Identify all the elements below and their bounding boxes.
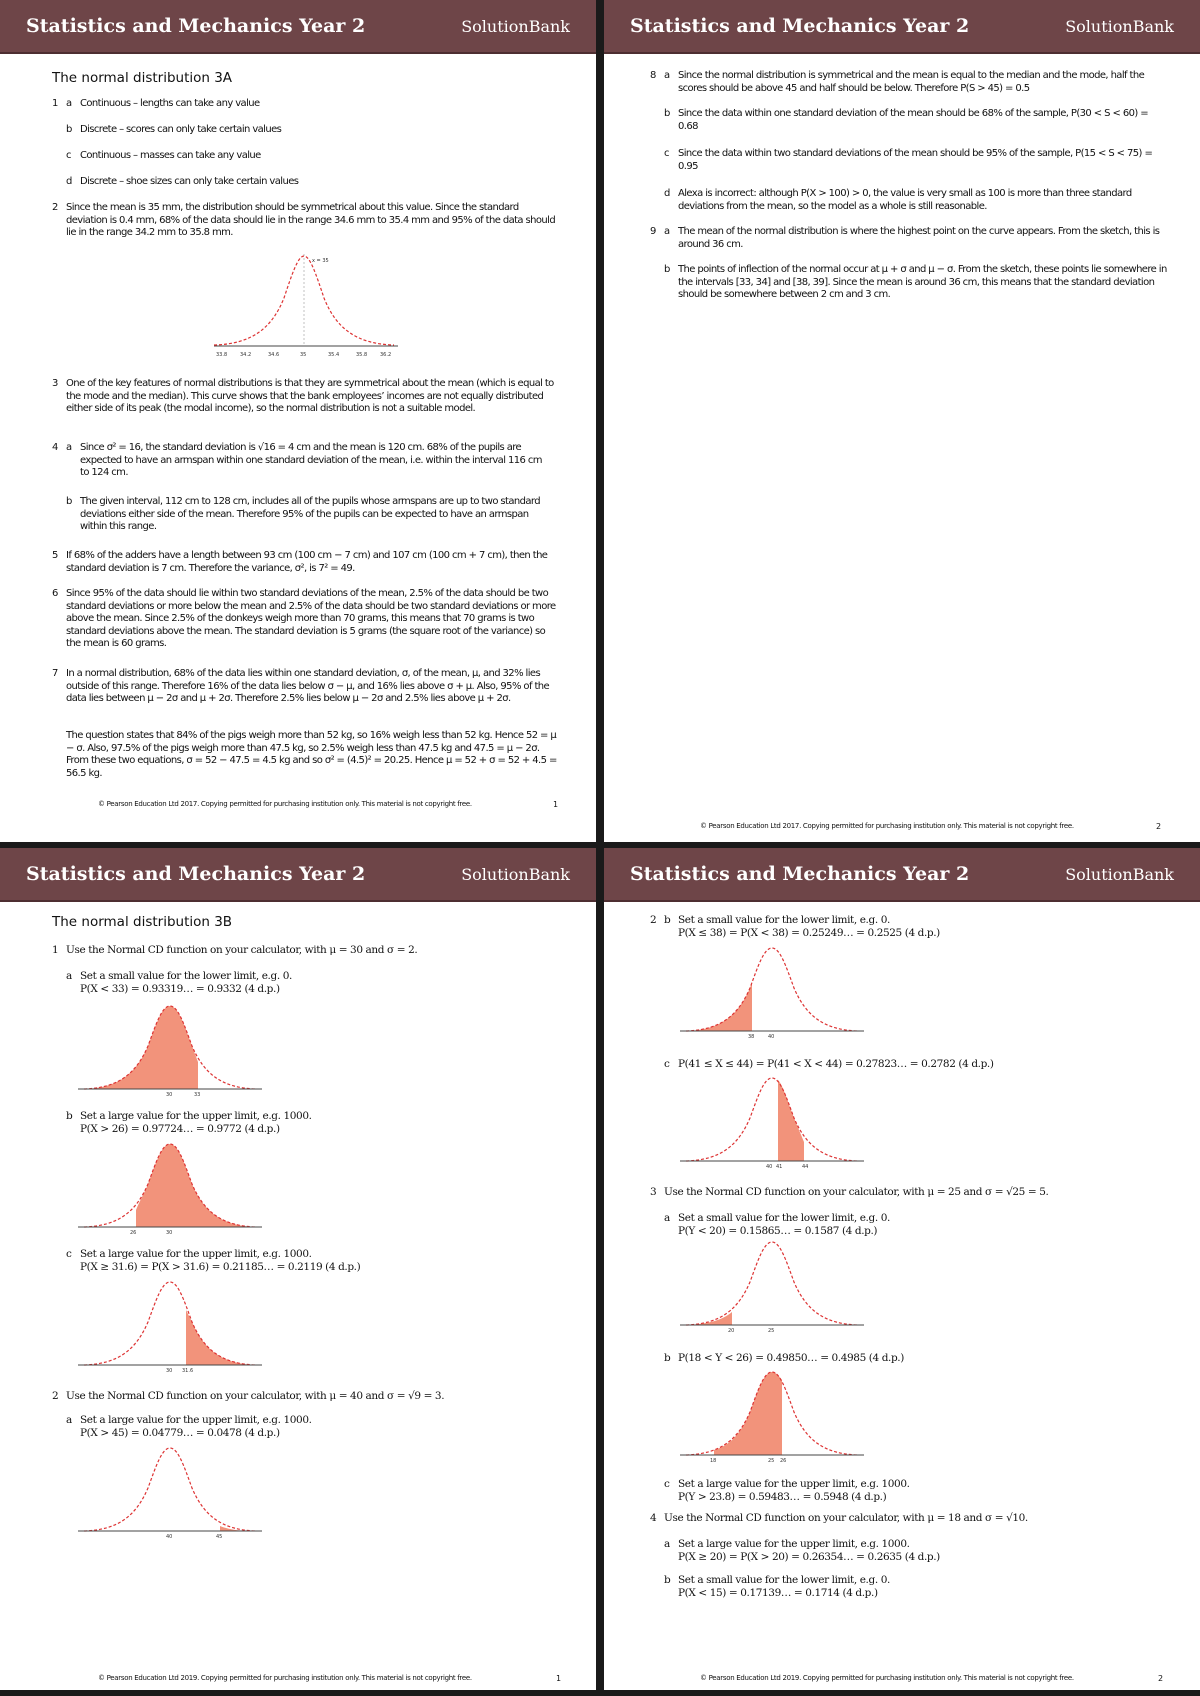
page-title: The normal distribution 3B [52, 914, 233, 930]
tick-label: 35 [300, 352, 307, 358]
tick-label: 33 [194, 1092, 201, 1098]
header-title: Statistics and Mechanics Year 2 [630, 15, 970, 37]
tick-label: 25 [768, 1328, 775, 1334]
tick-label: 26 [780, 1458, 787, 1464]
tick-label: 25 [768, 1458, 775, 1464]
page-header [604, 848, 1200, 902]
page-header [0, 848, 596, 902]
page-3a-2: Statistics and Mechanics Year 2 SolutionBank 8 a Since the normal distribution is symmetrical and the mean is equal to the median and the mode, half the scores should be above 45 and half should be below. Therefore P(S > 45) = 0.5 b Since the data within one standard deviation of the mean should be 68% of the sample, P(30 < S < 60) = 0.68 c Since the data within two standard deviations of the mean should be 95% of the sample, P(15 < S < 75) = 0.95 d Alexa is incorrect: although P(X > 100) > 0, the value is very small as 100 is more than three standard deviations from the mean, so the model as a whole is still reasonable. 9 a The mean of the normal distribution is where the highest point on the curve appears. From the sketch, this is around 36 cm. b The points of inflection of the normal occur at μ + σ and μ − σ. From the sketch, these points lie somewhere in the intervals [33, 34] and [38, 39]. Since the mean is around 36 cm, this means that the standard deviation should be somewhere between 2 cm and 3 cm. © Pearson Education Ltd 2017. Copying permitted for purchasing institution only. This material is not copyright free. 2 [604, 0, 1200, 842]
footer-copyright: © Pearson Education Ltd 2019. Copying permitted for purchasing institution only. This material is not copyright free. [700, 1674, 1074, 1682]
tick-label: 34.2 [240, 352, 252, 358]
normal-curve [84, 1282, 256, 1365]
page-3b-2: Statistics and Mechanics Year 2 SolutionBank 2 b Set a small value for the lower limit, e.g. 0. P(X ≤ 38) = P(X < 38) = 0.25249… = 0.2525 (4 d.p.) 38 40 c P(41 ≤ X ≤ 44) = P(41 < X < 44) = 0.27823… = 0.2782 (4 d.p.) 40 41 44 3 Use the Normal CD function on your calculator, with μ = 25 and σ = √25 = 5. a Set a small value for the lower limit, e.g. 0. P(Y < 20) = 0.15865… = 0.1587 (4 d.p.) 20 25 b P(18 < Y < 26) = 0.49850… = 0.4985 (4 d.p.) 18 25 26 c Set a large value for the upper limit, e.g. 1000. P(Y > 23.8) = 0.59483… = 0.5948 (4 d.p.) 4 Use the Normal CD function on your calculator, with μ = 18 and σ = √10. a Set a large value for the upper limit, e.g. 1000. P(X ≥ 20) = P(X > 20) = 0.26354… = 0.2635 (4 d.p.) b Set a small value for the lower limit, e.g. 0. P(X < 15) = 0.17139… = 0.1714 (4 d.p.) © Pearson Education Ltd 2019. Copying permitted for purchasing institution only. This material is not copyright free. 2 [604, 848, 1200, 1690]
tick-label: 40 [766, 1164, 773, 1170]
normal-curve [686, 1078, 858, 1161]
page-number: 1 [553, 800, 559, 809]
tick-label: 31.6 [182, 1368, 194, 1374]
tick-label: 34.6 [268, 352, 280, 358]
page-3a-1: Statistics and Mechanics Year 2 SolutionBank The normal distribution 3A 1 a Continuous – lengths can take any value b Discrete – scores can only take certain values c Continuous – masses can take any value d Discrete – shoe sizes can only take certain values 2 Since the mean is 35 mm, the distribution should be symmetrical about this value. Since the standard deviation is 0.4 mm, 68% of the data should lie in the range 34.6 mm to 35.4 mm and 95% of the data should lie in the range 34.2 mm to 35.8 mm. x = 35 33.8 34.2 34.6 35 35.4 35.8 36.2 3 One of the key features of normal distributions is that they are symmetrical about the mean (which is equal to the mode and the median). This curve shows that the bank employees’ incomes are not equally distributed either side of its peak (the modal income), so the normal distribution is not a suitable model. 4 a Since σ² = 16, the standard deviation is √16 = 4 cm and the mean is 120 cm. 68% of the pupils are expected to have an armspan within one standard deviation of the mean, i.e. within the interval 116 cm to 124 cm. b The given interval, 112 cm to 128 cm, includes all of the pupils whose armspans are up to two standard deviations either side of the mean. Therefore 95% of the pupils can be expected to have an armspan within this range. 5 If 68% of the adders have a length between 93 cm (100 cm − 7 cm) and 107 cm (100 cm + 7 cm), then the standard deviation is 7 cm. Therefore the variance, σ², is 7² = 49. 6 Since 95% of the data should lie within two standard deviations of the mean, 2.5% of the data should be two standard deviations or more below the mean and 2.5% of the data should be two standard deviations or more above the mean. Since 2.5% of the donkeys weigh more than 70 grams, this means that 70 grams is two standard deviations above the mean. The standard deviation is 5 grams (the square root of the variance) so the mean is 60 grams. 7 In a normal distribution, 68% of the data lies within one standard deviation, σ, of the mean, μ, and 32% lies outside of this range. Therefore 16% of the data lies below σ − μ, and 16% lies above σ + μ. Also, 95% of the data lies between μ − 2σ and μ + 2σ. Therefore 2.5% lies below μ − 2σ and 2.5% lies above μ + 2σ. The question states that 84% of the pigs weigh more than 52 kg, so 16% weigh less than 52 kg. Hence 52 = μ − σ. Also, 97.5% of the pigs weigh more than 47.5 kg, so 2.5% weigh less than 47.5 kg and 47.5 = μ − 2σ. From these two equations, σ = 52 − 47.5 = 4.5 kg and so σ² = (4.5)² = 20.25. Hence μ = 52 + σ = 52 + 4.5 = 56.5 kg. © Pearson Education Ltd 2017. Copying permitted for purchasing institution only. This material is not copyright free. 1 [0, 0, 596, 842]
graph-1c [78, 1276, 262, 1376]
tick-label: 45 [216, 1534, 223, 1540]
graph-2b [680, 942, 864, 1042]
footer-copyright: © Pearson Education Ltd 2017. Copying permitted for purchasing institution only. This material is not copyright free. [98, 800, 472, 808]
tick-label: 26 [130, 1230, 137, 1236]
footer-copyright: © Pearson Education Ltd 2019. Copying permitted for purchasing institution only. This material is not copyright free. [98, 1674, 472, 1682]
tick-label: 30 [166, 1230, 173, 1236]
shaded-region [686, 982, 752, 1031]
header-brand: SolutionBank [461, 17, 570, 36]
header-title: Statistics and Mechanics Year 2 [26, 863, 366, 885]
tick-label: 44 [802, 1164, 809, 1170]
mean-label: x = 35 [312, 258, 329, 264]
header-brand: SolutionBank [1065, 865, 1174, 884]
tick-label: 35.8 [356, 352, 368, 358]
tick-label: 38 [748, 1034, 755, 1040]
header-title: Statistics and Mechanics Year 2 [630, 863, 970, 885]
tick-label: 40 [768, 1034, 775, 1040]
graph-1a [78, 1000, 262, 1100]
footer-copyright: © Pearson Education Ltd 2017. Copying permitted for purchasing institution only. This material is not copyright free. [700, 822, 1074, 830]
graph-2a [78, 1442, 262, 1542]
normal-curve [84, 1448, 256, 1531]
tick-label: 35.4 [328, 352, 340, 358]
tick-label: 36.2 [380, 352, 392, 358]
header-brand: SolutionBank [461, 865, 570, 884]
page-header [604, 0, 1200, 54]
normal-curve [686, 1242, 858, 1325]
tick-label: 18 [710, 1458, 717, 1464]
shaded-region [714, 1372, 782, 1455]
page-title: The normal distribution 3A [52, 70, 233, 86]
tick-label: 41 [776, 1164, 783, 1170]
tick-label: 33.8 [216, 352, 228, 358]
tick-label: 30 [166, 1092, 173, 1098]
graph-3a [680, 1236, 864, 1336]
header-brand: SolutionBank [1065, 17, 1174, 36]
page-number: 2 [1156, 822, 1162, 831]
page-number: 2 [1158, 1674, 1164, 1683]
graph-1b [78, 1138, 262, 1238]
tick-label: 40 [166, 1534, 173, 1540]
shaded-region [136, 1144, 256, 1227]
page-3b-1: Statistics and Mechanics Year 2 SolutionBank The normal distribution 3B 1 Use the Normal CD function on your calculator, with μ = 30 and σ = 2. a Set a small value for the lower limit, e.g. 0. P(X < 33) = 0.93319… = 0.9332 (4 d.p.) 30 33 b Set a large value for the upper limit, e.g. 1000. P(X > 26) = 0.97724… = 0.9772 (4 d.p.) 26 30 c Set a large value for the upper limit, e.g. 1000. P(X ≥ 31.6) = P(X > 31.6) = 0.21185… = 0.2119 (4 d.p.) 30 31.6 2 Use the Normal CD function on your calculator, with μ = 40 and σ = √9 = 3. a Set a large value for the upper limit, e.g. 1000. P(X > 45) = 0.04779… = 0.0478 (4 d.p.) 40 45 © Pearson Education Ltd 2019. Copying permitted for purchasing institution only. This material is not copyright free. 1 [0, 848, 596, 1690]
tick-label: 20 [728, 1328, 735, 1334]
page-number: 1 [556, 1674, 562, 1683]
normal-curve [686, 948, 858, 1031]
graph-3b [680, 1366, 864, 1466]
graph-2c [680, 1072, 864, 1172]
q2-normal-sketch [212, 248, 402, 364]
page-header [0, 0, 596, 54]
header-title: Statistics and Mechanics Year 2 [26, 15, 366, 37]
shaded-region [778, 1080, 804, 1161]
tick-label: 30 [166, 1368, 173, 1374]
